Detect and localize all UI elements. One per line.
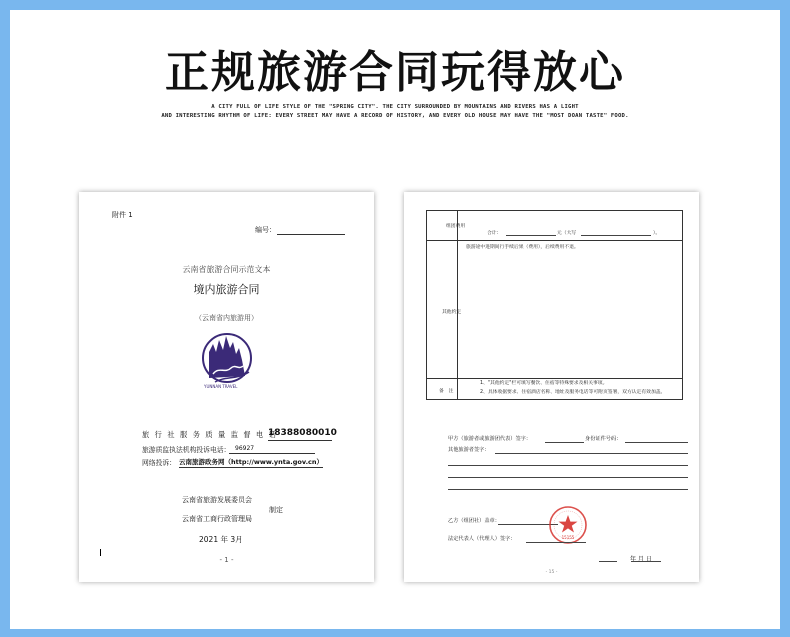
contract-table — [426, 210, 683, 400]
fee-close-label: ）。 — [653, 231, 661, 236]
id-number-line — [625, 442, 688, 443]
headline: 正规旅游合同玩得放心 — [165, 47, 625, 98]
contract-title: 境内旅游合同 — [193, 283, 260, 296]
signature-blank-line — [448, 477, 688, 478]
issued-label: 制定 — [269, 506, 283, 514]
content-panel — [10, 10, 780, 629]
complaint-label: 旅游质监执法机构投诉电话： — [142, 446, 231, 454]
attachment-label: 附件 1 — [112, 211, 133, 219]
legal-rep-label: 法定代表人（代理人）签字： — [448, 536, 516, 542]
hotline-label: 旅 行 社 服 务 质 量 监 督 电 话 — [142, 430, 278, 439]
sign-date: 年 月 日 — [630, 556, 652, 563]
online-underline — [179, 467, 323, 468]
red-seal-stamp — [548, 505, 588, 545]
table-row-divider — [427, 240, 682, 241]
number-label: 编号： — [255, 226, 276, 234]
issuer-2: 云南省工商行政管理局 — [182, 515, 252, 523]
seal-number: 15155 — [561, 535, 575, 540]
party-a-signature-label: 甲方（旅游者或旅游团代表）签字： — [448, 436, 532, 442]
page-number: - 1 - — [219, 556, 234, 564]
date-line — [631, 561, 661, 562]
logo-text: YUNNAN TRAVEL — [204, 384, 238, 389]
remark-2: 2、具体收据要求、住宿酒店名称、地址及服务电话等可附页签署，双方认定有效加盖。 — [480, 390, 666, 395]
signature-blank-line — [448, 489, 688, 490]
table-col-divider — [457, 211, 458, 399]
issue-date: 2021 年 3月 — [199, 535, 243, 544]
online-complaint-site: 云南旅游政务网（http://www.ynta.gov.cn） — [179, 458, 324, 466]
cursor-mark — [100, 549, 101, 556]
scope-note: （云南省内旅游用） — [195, 314, 258, 322]
fee-total-label: 合计： — [487, 231, 502, 236]
hotline-underline — [268, 440, 332, 441]
fee-uppercase-line — [581, 235, 651, 236]
party-b-seal-label: 乙方（组团社）盖章： — [448, 518, 500, 524]
issuer-1: 云南省旅游发展委员会 — [182, 496, 252, 504]
fee-yuan-label: 元（大写 — [557, 231, 577, 236]
legal-rep-line — [526, 542, 586, 543]
remarks-label: 备 注 — [439, 389, 454, 394]
fee-label: 组团费用 — [446, 224, 466, 229]
online-complaint-label: 网络投诉： — [142, 459, 176, 467]
yunnan-travel-logo — [195, 330, 259, 392]
year-line — [599, 561, 617, 562]
signature-blank-line — [448, 465, 688, 466]
complaint-number: 96927 — [235, 445, 255, 452]
series-title: 云南省旅游合同示范文本 — [182, 265, 271, 274]
complaint-underline — [229, 453, 315, 454]
number-line — [277, 234, 345, 235]
remark-1: 1、"其他约定"栏可填写餐饮、住宿等特殊要求及相关事项。 — [480, 381, 608, 386]
tagline-line-1: A CITY FULL OF LIFE STYLE OF THE "SPRING CITY". THE CITY SURROUNDED BY MOUNTAINS AND RIVERS HAS A LIGHT — [211, 104, 579, 110]
tagline-line-2: AND INTERESTING RHYTHM OF LIFE: EVERY STREET MAY HAVE A RECORD OF HISTORY, AND EVERY OLD HOUSE MAY HAVE THE "MOST DOAN TASTE" FOOD. — [161, 113, 629, 119]
contract-cover-page — [79, 192, 374, 582]
contract-signature-page — [404, 192, 699, 582]
fee-amount-line — [506, 235, 556, 236]
other-terms-text: 旅游途中进期间行手续后果（费用），后续费用不退。 — [466, 245, 579, 250]
other-terms-label: 其他约定 — [442, 310, 462, 315]
hotline-number: 18388080010 — [268, 428, 337, 438]
other-travelers-label: 其他旅游者签字： — [448, 447, 490, 453]
page-number: - 15 - — [545, 570, 558, 575]
party-a-signature-line — [545, 442, 584, 443]
id-number-label: 身份证件号码： — [585, 436, 622, 442]
other-travelers-line — [495, 453, 688, 454]
